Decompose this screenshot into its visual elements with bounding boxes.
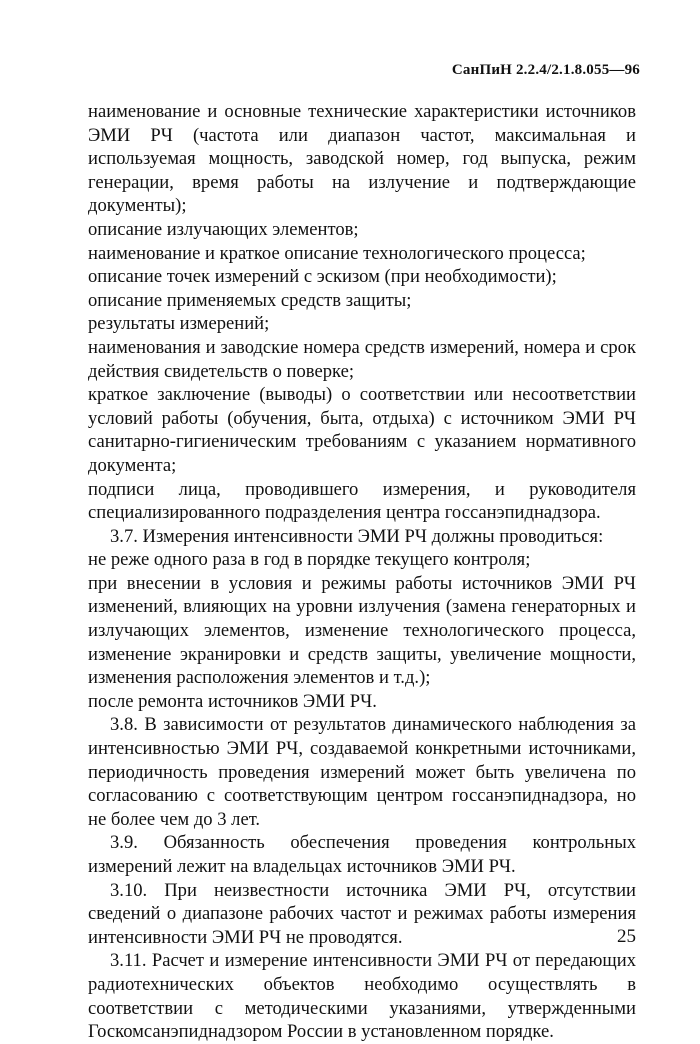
body-text [88, 100, 636, 1044]
page-number: 25 [617, 926, 636, 947]
paragraph: описание точек измерений с эскизом (при необходимости); [88, 266, 557, 288]
paragraph: наименования и заводские номера средств измерений, номера и срок действия свидетельств о поверке; [88, 336, 636, 382]
section-3-11: 3.11. Расчет и измерение интенсивности ЭМИ РЧ от передающих радиотехнических объектов необходимо осуществлять в соответствии с методическими указаниями, утвержденными Госкомсанэпиднадзором России в установленном порядке. [88, 950, 636, 1043]
paragraph: подписи лица, проводившего измерения, и руководителя специализированного подразделения центра госсанэпиднадзора. [88, 478, 636, 524]
section-3-7: 3.7. Измерения интенсивности ЭМИ РЧ должны проводиться: [110, 525, 604, 547]
paragraph: описание применяемых средств защиты; [88, 289, 412, 311]
paragraph: не реже одного раза в год в порядке текущего контроля; [88, 549, 531, 571]
paragraph: описание излучающих элементов; [88, 218, 359, 240]
paragraph: при внесении в условия и режимы работы источников ЭМИ РЧ изменений, влияющих на уровни излучения (замена генераторных и излучающих элементов, изменение технологического процесса, изменение экранировки и средств защиты, увеличение мощности, изменения расположения элементов и т.д.); [88, 572, 636, 689]
section-3-10: 3.10. При неизвестности источника ЭМИ РЧ, отсутствии сведений о диапазоне рабочих частот и режимах работы измерения интенсивности ЭМИ РЧ не проводятся. [88, 879, 636, 948]
paragraph: после ремонта источников ЭМИ РЧ. [88, 690, 377, 712]
paragraph: краткое заключение (выводы) о соответствии или несоответствии условий работы (обучения, быта, отдыха) с источником ЭМИ РЧ санитарно-гигиеническим требованиям с указанием нормативного документа; [88, 384, 636, 476]
page-header: СанПиН 2.2.4/2.1.8.055—96 [451, 62, 640, 78]
section-3-9: 3.9. Обязанность обеспечения проведения контрольных измерений лежит на владельцах источников ЭМИ РЧ. [88, 832, 636, 877]
paragraph: результаты измерений; [88, 313, 270, 335]
paragraph: наименование и краткое описание технологического процесса; [88, 242, 586, 264]
paragraph: наименование и основные технические характеристики источников ЭМИ РЧ (частота или диапазон частот, максимальная и используемая мощность, заводской номер, год выпуска, режим генерации, время работы на излучение и подтверждающие документы); [88, 101, 636, 217]
section-3-8: 3.8. В зависимости от результатов динамического наблюдения за интенсивностью ЭМИ РЧ, создаваемой конкретными источниками, периодичность проведения измерений может быть увеличена по согласованию с соответствующим центром госсанэпиднадзора, но не более чем до 3 лет. [88, 714, 636, 830]
